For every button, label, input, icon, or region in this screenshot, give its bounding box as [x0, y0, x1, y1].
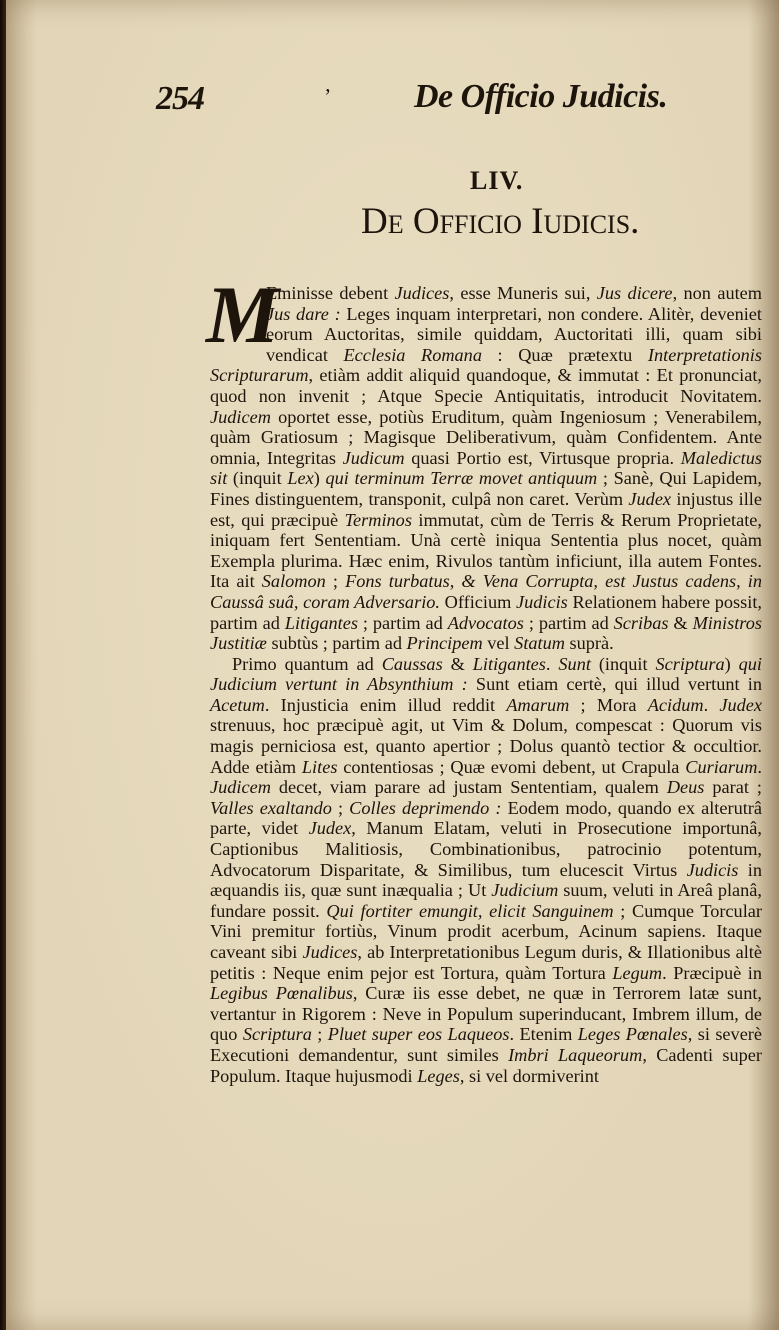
paragraph1-run: Jus dare :	[266, 303, 341, 324]
header-separator-mark: ʼ	[324, 84, 332, 109]
paragraph1-run: Fons turbatus, & Vena Corrupta, est Justus cadens, in Caussâ suâ, coram Adversario.	[210, 571, 762, 612]
paragraph2-run: strenuus, hoc præcipuè agit, ut Vim & Dolum, compescat : Quorum vis magis perniciosa est, quanto apertior ; Dolus quantò tectior & occultior. Adde etiàm	[210, 715, 762, 777]
paragraph1-run: )	[313, 468, 326, 489]
paragraph1-run: immutat, cùm de Terris & Rerum Proprietate, iniquam fert Sententiam. Unà certè iniqua Sententia plus nocet, quàm Exempla plurima. Hæc enim, Rivulos tantùm inficiunt, illa autem Fontes. Ita ait	[210, 509, 762, 592]
paragraph2-run: , Curæ iis esse debet, ne quæ in Terrorem latæ sunt, vertantur in Rigorem : Neve in Populum superinducant, Imbrem illum, de quo	[210, 983, 762, 1045]
paragraph-1-text	[210, 283, 762, 653]
book-page	[6, 0, 779, 1330]
paragraph2-run: , Cadenti super Populum. Itaque hujusmodi	[210, 1044, 763, 1086]
paragraph2-run: Judices	[302, 942, 358, 962]
paragraph2-run: . Injusticia enim illud reddit	[264, 694, 507, 715]
paragraph1-run: oportet esse, potiùs Eruditum, quàm Ingeniosum ; Venerabilem, quàm Gratiosum ; Magisque Deliberativum, quàm Confidentem. Ante omnia, Integritas	[210, 406, 762, 468]
paragraph1-run: , esse Muneris sui,	[449, 283, 597, 303]
paragraph2-run: Judicium	[491, 880, 559, 901]
paragraph2-run: contentiosas ; Quæ evomi debent, ut Crapula	[337, 756, 686, 777]
chapter-number: LIV.	[470, 166, 524, 195]
paragraph1-run: Ecclesia Romana	[343, 344, 482, 365]
page-header	[156, 78, 676, 124]
drop-cap-space	[210, 283, 266, 345]
paragraph1-run: quasi Portio est, Virtusque propria.	[404, 447, 681, 468]
paragraph1-run: Salomon	[261, 571, 326, 592]
paragraph1-run: qui terminum Terræ movet antiquum	[325, 468, 598, 489]
paragraph2-run: Judicem	[210, 777, 271, 798]
paragraph1-run: Relationem habere possit, partim ad	[210, 591, 763, 633]
paragraph1-run: Advocatos	[447, 612, 524, 633]
paragraph2-run: . Præcipuè in	[662, 962, 763, 983]
paragraph2-run: Colles deprimendo :	[349, 797, 502, 818]
paragraph2-run: , si severè Executioni demandentur, sunt similes	[210, 1024, 763, 1065]
paragraph1-run: Judicis	[516, 591, 568, 612]
paragraph2-run: Primo quantum ad	[232, 653, 382, 674]
paragraph2-run: qui Judicium vertunt in Absynthium :	[210, 653, 762, 695]
paragraph2-run: Lites	[301, 756, 338, 777]
paragraph1-run: &	[668, 612, 693, 633]
paragraph2-run: , si vel dormiverint	[459, 1065, 599, 1086]
paragraph1-run: Scribas	[613, 612, 669, 633]
paragraph2-run: Scriptura	[655, 653, 725, 674]
paragraph2-run: .	[545, 653, 559, 674]
paragraph1-run: (inquit	[227, 468, 288, 489]
paragraph1-run: , non autem	[672, 283, 762, 303]
paragraph1-run: ; Sanè, Qui Lapidem, Fines distinguentem, transponit, culpâ non caret. Verùm	[210, 468, 762, 509]
paragraph2-run: ;	[311, 1024, 328, 1045]
paragraph1-run: Lex	[287, 468, 314, 489]
paragraph1-run: , etiàm addit aliquid quandoque, & immutat : Et pronunciat, quod non invenit ; Atque Specie Antiquitatis, introducit Novitatem.	[210, 365, 762, 406]
paragraph2-run: Leges	[417, 1065, 460, 1086]
running-head: De Officio Judicis.	[414, 78, 668, 115]
paragraph1-run: Litigantes	[284, 612, 358, 633]
paragraph1-run: Ministros Justitiæ	[210, 612, 762, 654]
paragraph2-run: decet, viam parare ad justam Sententiam, qualem	[270, 777, 667, 798]
paragraph2-run: parat ;	[704, 777, 762, 798]
paragraph2-run: Litigantes	[472, 653, 546, 674]
chapter-title: De Officio Iudicis.	[361, 201, 640, 242]
paragraph2-run: Acidum	[647, 694, 704, 715]
paragraph2-run: )	[724, 653, 739, 674]
paragraph1-run: Principem	[406, 633, 483, 654]
paragraph1-run: Maledictus sit	[210, 447, 762, 489]
paragraph1-run: Interpretationis Scripturarum	[210, 344, 762, 386]
paragraph2-run: (inquit	[590, 653, 656, 674]
paragraph2-run: ; Cumque Torcular Vini premitur fortiùs, Vinum prodit acerbum, Acinum sapiens. Itaque caveant sibi	[210, 900, 762, 962]
paragraph1-run: Officium	[439, 591, 516, 612]
paragraph2-run: , Manum Elatam, veluti in Prosecutione importunâ, Captionibus Malitiosis, Combinationibus, patrocinio potentum, Advocatorum Disparitate, & Similibus, tum elucescit Virtus	[210, 818, 762, 880]
paragraph1-run: subtùs ; partim ad	[266, 633, 407, 654]
paragraph1-run: vel	[482, 633, 515, 654]
paragraph-1	[210, 283, 762, 654]
paragraph2-run: Judex	[719, 694, 762, 715]
paragraph2-run: &	[442, 653, 473, 674]
paragraph2-run: .	[757, 756, 762, 777]
paragraph2-run: Deus	[666, 777, 705, 798]
paragraph2-run: ;	[331, 797, 350, 818]
paragraph1-run: ; partim ad	[523, 612, 614, 633]
paragraph1-run: ; partim ad	[357, 612, 448, 633]
paragraph1-run: ;	[325, 571, 346, 592]
paragraph2-run: Scriptura	[242, 1024, 312, 1045]
paragraph2-run: .	[703, 694, 720, 715]
paragraph2-run: Eodem modo, quando ex alterutrâ parte, videt	[210, 797, 762, 839]
paragraph1-run: Judicum	[342, 447, 405, 468]
drop-cap-initial: M	[206, 269, 279, 360]
paragraph2-run: . Etenim	[509, 1024, 578, 1045]
paragraph2-run: , ab Interpretationibus Legum duris, & Illationibus altè petitis : Neque enim pejor est Tortura, quàm Tortura	[210, 942, 762, 983]
paragraph1-run: Leges inquam interpretari, non condere. Alitèr, deveniet eorum Auctoritas, simile quiddam, Auctoritati illi, quam sibi vendicat	[266, 303, 762, 365]
paragraph2-run: Sunt etiam certè, qui illud vertunt in	[467, 674, 762, 695]
paragraph2-run: Sunt	[558, 653, 591, 674]
paragraph2-run: Imbri Laqueorum	[508, 1044, 643, 1065]
paragraph1-run: Statum	[514, 633, 565, 654]
paragraph1-run: Judex	[628, 488, 672, 509]
paragraph1-run: Eminisse debent	[266, 283, 395, 303]
page-number: 254	[156, 80, 204, 117]
paragraph2-run: suum, veluti in Areâ planâ, fundare possit.	[210, 880, 762, 921]
body-text	[210, 283, 762, 1086]
paragraph2-run: Curiarum	[685, 756, 758, 777]
paragraph2-run: Amarum	[506, 694, 570, 715]
paragraph2-run: Qui fortiter emungit, elicit Sanguinem	[326, 900, 614, 921]
paragraph2-run: Leges Pœnales	[577, 1024, 688, 1045]
paragraph1-run: Judices	[394, 283, 450, 303]
paragraph2-run: Legibus Pœnalibus	[210, 983, 353, 1004]
paragraph1-run: suprà.	[564, 633, 614, 654]
paragraph2-run: Judicis	[686, 859, 739, 880]
paragraph2-run: Caussas	[381, 653, 443, 674]
paragraph-2-text	[210, 654, 762, 1086]
paragraph1-run: injustus ille est, qui præcipuè	[210, 488, 762, 530]
paragraph1-run: Judicem	[210, 406, 271, 427]
paragraph2-run: Valles exaltando	[210, 797, 332, 818]
paragraph1-run: : Quæ prætextu	[481, 344, 648, 365]
paragraph2-run: in æquandis iis, quæ sunt inæqualia ; Ut	[210, 859, 763, 901]
paragraph1-run: Jus dicere	[596, 283, 673, 303]
paragraph2-run: Judex	[308, 818, 352, 839]
paragraph1-run: Terminos	[344, 509, 412, 530]
paragraph-2	[210, 654, 762, 1086]
paragraph2-run: ; Mora	[569, 694, 648, 715]
paragraph2-run: Acetum	[210, 694, 265, 715]
paragraph2-run: Legum	[612, 962, 663, 983]
paragraph2-run: Pluet super eos Laqueos	[327, 1024, 510, 1045]
